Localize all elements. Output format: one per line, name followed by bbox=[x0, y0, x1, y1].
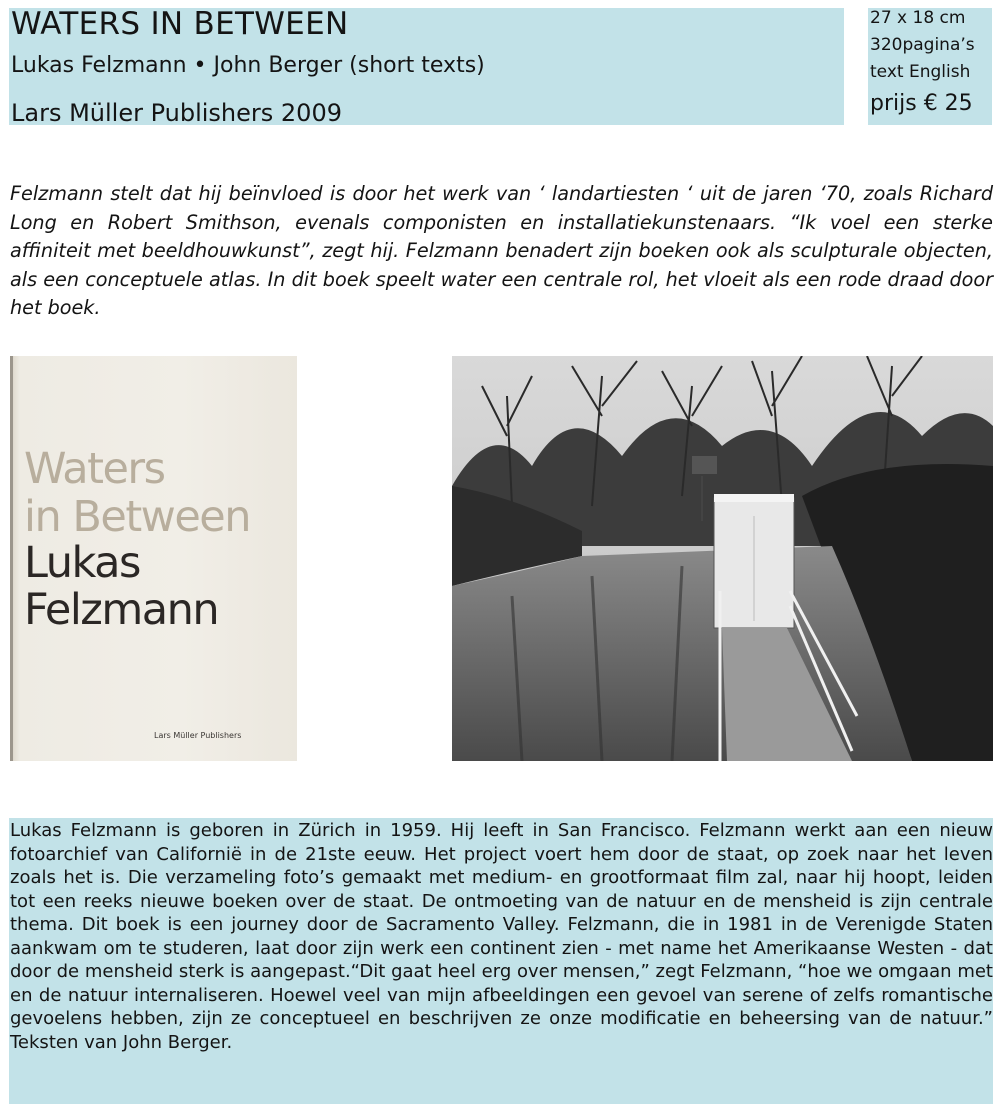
cover-author-line-1: Lukas bbox=[24, 538, 140, 588]
spec-size: 27 x 18 cm bbox=[870, 8, 966, 28]
spec-price: prijs € 25 bbox=[870, 91, 973, 116]
intro-paragraph: Felzmann stelt dat hij beïnvloed is door het werk van ‘ landartiesten ‘ uit de jaren ‘70, zoals Richard Long en Robert Smithson, evenals componisten en installatiekunstenaars. “Ik voel een sterke affiniteit met beeldhouwkunst”, zegt hij. Felzmann benadert zijn boeken ook als sculpturale objecten, als een conceptuele atlas. In dit boek speelt water een centrale rol, het vloeit als een rode draad door het boek. bbox=[10, 182, 993, 320]
header-block bbox=[9, 8, 844, 125]
cover-title-line-1: Waters bbox=[24, 444, 165, 494]
book-publisher: Lars Müller Publishers 2009 bbox=[11, 99, 342, 127]
cover-title-line-2: in Between bbox=[24, 492, 251, 542]
spec-pages: 320pagina’s bbox=[870, 35, 975, 55]
cover-author-line-2: Felzmann bbox=[24, 585, 219, 635]
bio-paragraph: Lukas Felzmann is geboren in Zürich in 1959. Hij leeft in San Francisco. Felzmann werkt aan een nieuw fotoarchief van Californië in de 21ste eeuw. Het project voert hem door de staat, op zoek naar het leven zoals het is. Die verzameling foto’s gemaakt met medium- en grootformaat film zal, naar hij hoopt, leiden tot een reeks nieuwe boeken over de staat. De ontmoeting van de natuur en de mensheid is zijn centrale thema. Dit boek is een journey door de Sacramento Valley. Felzmann, die in 1981 in de Verenigde Staten aankwam om te studeren, laat door zijn werk een continent zien - met name het Amerikaanse Westen - dat door de mensheid sterk is aangepast.“Dit gaat heel erg over mensen,” zegt Felzmann, “hoe we omgaan met en de natuur internaliseren. Hoewel veel van mijn afbeeldingen een gevoel van serene of zelfs romantische gevoelens hebben, zijn ze conceptueel en beschrijven ze onze modificatie en beheersing van de natuur.” Teksten van John Berger. bbox=[10, 820, 993, 1053]
specs-block bbox=[868, 8, 992, 125]
cover-spine bbox=[10, 356, 13, 761]
river-photo bbox=[452, 356, 993, 761]
book-authors: Lukas Felzmann • John Berger (short texts) bbox=[11, 53, 485, 78]
cover-publisher: Lars Müller Publishers bbox=[154, 731, 242, 740]
book-title: WATERS IN BETWEEN bbox=[11, 6, 349, 42]
book-cover-image bbox=[10, 356, 297, 761]
spec-language: text English bbox=[870, 62, 971, 82]
bio-block bbox=[9, 818, 993, 1104]
